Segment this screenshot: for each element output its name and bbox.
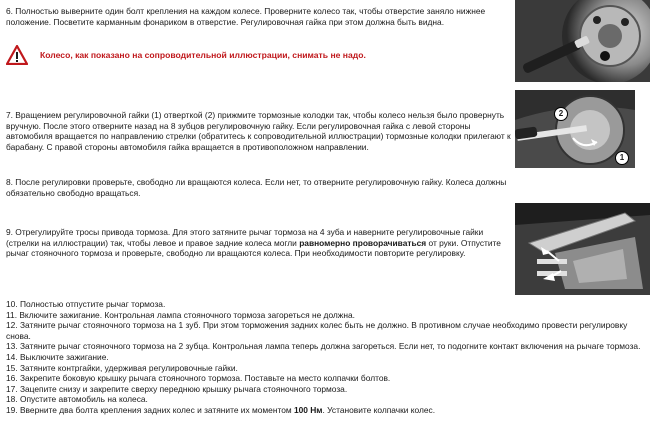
photo-adjusting-nut-screwdriver: [515, 90, 635, 168]
step-9-text: [6, 227, 511, 259]
step-12-text: 12. Затяните рычаг стояночного тормоза на 1 зуб. При этом торможения задних колес быть не должно. В противном случае необходимо провести регулировку снова.: [6, 320, 628, 341]
warning-text: Колесо, как показано на сопроводительной иллюстрации, снимать не надо.: [40, 49, 366, 60]
step-14-text: 14. Выключите зажигание.: [6, 351, 109, 362]
step-17-text: 17. Зацепите снизу и закрепите сверху переднюю крышку рычага стояночного тормоза.: [6, 383, 348, 394]
photo-wheel-hole-flashlight: [515, 0, 650, 82]
step-15-text: 15. Затяните контргайки, удерживая регулировочные гайки.: [6, 362, 238, 373]
step-19-text-a: 19. Вверните два болта крепления задних колес и затяните их моментом: [6, 404, 294, 415]
callout-2: 2: [554, 107, 568, 121]
step-11-text: 11. Включите зажигание. Контрольная лампа стояночного тормоза загореться не должна.: [6, 309, 356, 320]
photo-parking-brake-cables: [515, 203, 650, 295]
step-6-text: 6. Полностью выверните один болт крепления на каждом колесе. Проверните колесо так, чтобы отверстие заняло нижнее положение. Посветите карманным фонариком в отверстие. Регулировочная гайка при этом должна быть видна.: [6, 6, 486, 27]
steps-list: [6, 299, 642, 416]
step-19-text-bold: 100 Нм: [293, 404, 323, 415]
step-9-text-bold: равномерно проворачиваться: [299, 237, 427, 248]
warning-triangle-icon: [6, 45, 28, 65]
step-8-text: 8. После регулировки проверьте, свободно ли вращаются колеса. Если нет, то отверните регулировочную гайку. Колеса должны обязательно свободно вращаться.: [6, 177, 507, 198]
step-9-text-b: от руки. Отпустите рычаг стояночного тормоза и проверьте, свободно ли вращаются колеса. При необходимости повторите регулировку.: [6, 237, 501, 259]
warning-note: [6, 44, 506, 66]
step-9-text-a: 9. Отрегулируйте тросы привода тормоза. Для этого затяните рычаг тормоза на 4 зуба и наверните регулировочные гайки (стрелки на иллюстрации) так, чтобы левое и правое задние колеса могли: [6, 227, 484, 248]
step-19-text: [6, 405, 642, 416]
step-19-text-b: . Установите колпачки колес.: [322, 404, 436, 415]
step-18-text: 18. Опустите автомобиль на колеса.: [6, 394, 148, 405]
step-10-text: 10. Полностью отпустите рычаг тормоза.: [6, 299, 166, 309]
step-13-text: 13. Затяните рычаг стояночного тормоза на 2 зубца. Контрольная лампа теперь должна загореться. Если нет, то подогните контакт включения на рычаге тормоза.: [6, 341, 641, 352]
step-7-text: 7. Вращением регулировочной гайки (1) отверткой (2) прижмите тормозные колодки так, чтобы колесо нельзя было провернуть вручную. После этого отверните назад на 8 зубцов регулировочную гайку. Если регулировочная гайка с левой стороны автомобиля вращается по направлению стрелки (обратитесь к сопроводительной иллюстрации) тормозные колодки прилегают к барабану. С правой стороны автомобиля гайка вращается в противоположном направлении.: [6, 110, 511, 152]
step-16-text: 16. Закрепите боковую крышку рычага стояночного тормоза. Поставьте на место колпачки болтов.: [6, 373, 391, 384]
callout-1: 1: [615, 151, 629, 165]
